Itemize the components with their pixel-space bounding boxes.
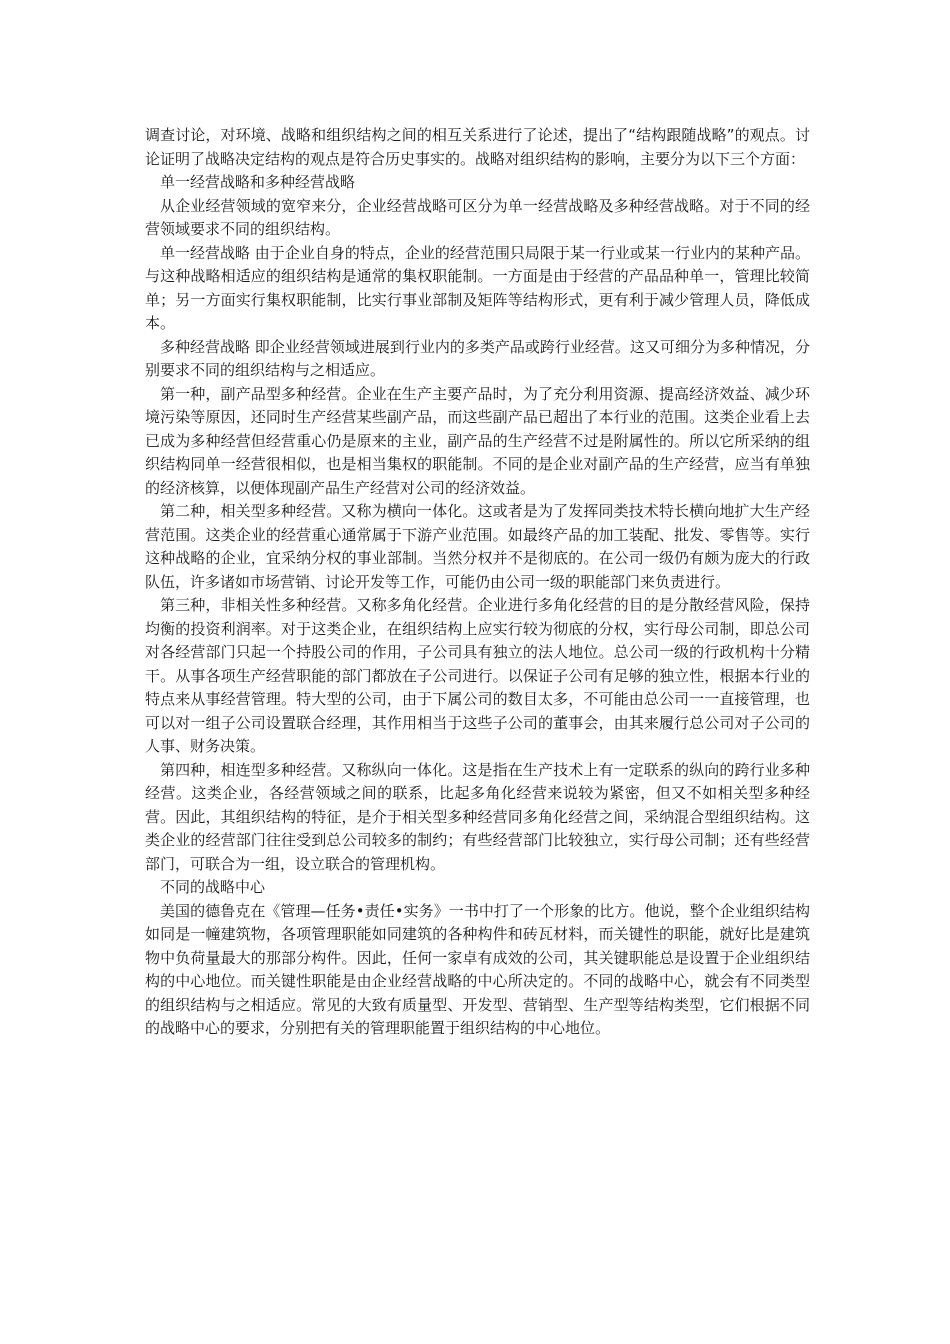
paragraph-intro: 调查讨论，对环境、战略和组织结构之间的相互关系进行了论述，提出了“结构跟随战略”的观点。讨论证明了战略决定结构的观点是符合历史事实的。战略对组织结构的影响，主要分为以下三个方面： [145,126,810,168]
paragraph-domain-breadth: 从企业经营领域的宽窄来分，企业经营战略可区分为单一经营战略及多种经营战略。对于不同的经营领域要求不同的组织结构。 [145,196,810,238]
paragraph-type-one: 第一种，副产品型多种经营。企业在生产主要产品时，为了充分利用资源、提高经济效益、减少环境污染等原因，还同时生产经营某些副产品，而这些副产品已超出了本行业的范围。这类企业看上去已成为多种经营但经营重心仍是原来的主业，副产品的生产经营不过是附属性的。所以它所采纳的组织结构同单一经营很相似，也是相当集权的职能制。不同的是企业对副产品的生产经营，应当有单独的经济核算，以便体现副产品生产经营对公司的经济效益。 [145,384,810,497]
section-heading-single-vs-diversified: 单一经营战略和多种经营战略 [160,173,356,191]
document-body [145,124,810,1041]
paragraph-type-two: 第二种，相关型多种经营。又称为横向一体化。这或者是为了发挥同类技术特长横向地扩大生产经营范围。这类企业的经营重心通常属于下游产业范围。如最终产品的加工装配、批发、零售等。实行这种战略的企业，宜采纳分权的事业部制。当然分权并不是彻底的。在公司一级仍有颇为庞大的行政队伍，许多诸如市场营销、讨论开发等工作，可能仍由公司一级的职能部门来负责进行。 [145,502,810,591]
paragraph-diversified-strategy: 多种经营战略 即企业经营领域进展到行业内的多类产品或跨行业经营。这又可细分为多种情况，分别要求不同的组织结构与之相适应。 [145,337,810,379]
paragraph-single-strategy: 单一经营战略 由于企业自身的特点，企业的经营范围只局限于某一行业或某一行业内的某种产品。与这种战略相适应的组织结构是通常的集权职能制。一方面是由于经营的产品品种单一，管理比较简单；另一方面实行集权职能制，比实行事业部制及矩阵等结构形式，更有利于减少管理人员，降低成本。 [145,243,810,332]
paragraph-type-three: 第三种，非相关性多种经营。又称多角化经营。企业进行多角化经营的目的是分散经营风险，保持均衡的投资利润率。对于这类企业，在组织结构上应实行较为彻底的分权，实行母公司制，即总公司对各经营部门只起一个持股公司的作用，子公司具有独立的法人地位。总公司一级的行政机构十分精干。从事各项生产经营职能的部门都放在子公司进行。以保证子公司有足够的独立性，根据本行业的特点来从事经营管理。特大型的公司，由于下属公司的数目太多，不可能由总公司一一直接管理，也可以对一组子公司设置联合经理，其作用相当于这些子公司的董事会，由其来履行总公司对子公司的人事、财务决策。 [145,596,810,755]
paragraph-drucker: 美国的德鲁克在《管理—任务•责任•实务》一书中打了一个形象的比方。他说，整个企业组织结构如同是一幢建筑物，各项管理职能如同建筑的各种构件和砖瓦材料，而关键性的职能，就好比是建筑物中负荷量最大的那部分构件。因此，任何一家卓有成效的公司，其关键职能总是设置于企业组织结构的中心地位。而关键性职能是由企业经营战略的中心所决定的。不同的战略中心，就会有不同类型的组织结构与之相适应。常见的大致有质量型、开发型、营销型、生产型等结构类型，它们根据不同的战略中心的要求，分别把有关的管理职能置于组织结构的中心地位。 [145,901,810,1037]
paragraph-type-four: 第四种，相连型多种经营。又称纵向一体化。这是指在生产技术上有一定联系的纵向的跨行业多种经营。这类企业，各经营领域之间的联系，比起多角化经营来说较为紧密，但又不如相关型多种经营。因此，其组织结构的特征，是介于相关型多种经营同多角化经营之间，采纳混合型组织结构。这类企业的经营部门往往受到总公司较多的制约；有些经营部门比较独立，实行母公司制；还有些经营部门，可联合为一组，设立联合的管理机构。 [145,760,810,873]
section-heading-strategy-center: 不同的战略中心 [160,878,266,896]
